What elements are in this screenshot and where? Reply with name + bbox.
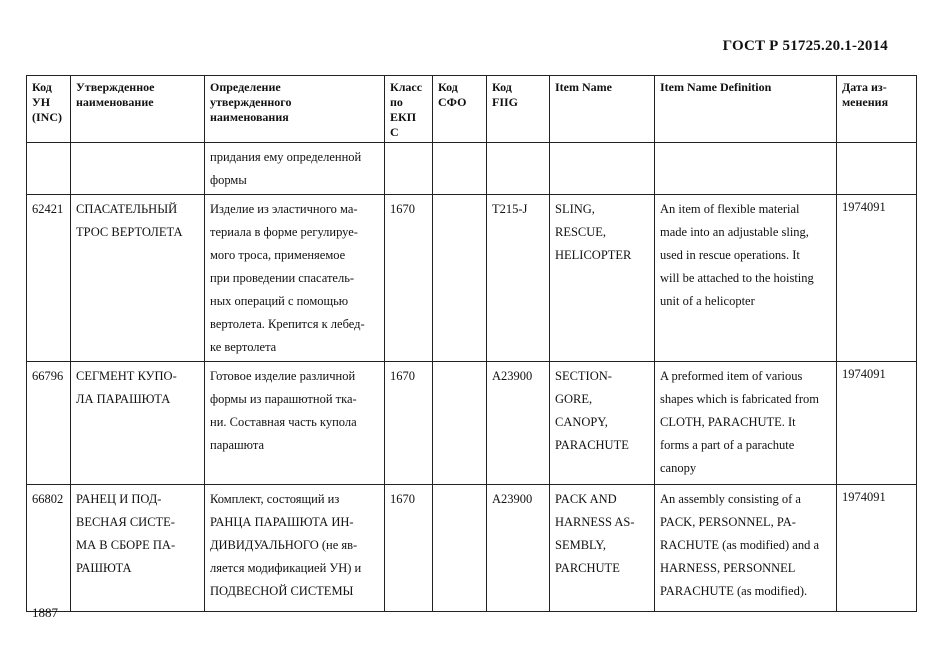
approved-name-cell <box>71 143 205 195</box>
cell-text-line: 1670 <box>390 492 415 506</box>
cell-text-line: наименование <box>76 95 154 109</box>
change-date-cell <box>837 362 917 485</box>
cell-text-line: used in rescue operations. It <box>660 248 800 262</box>
cell-text-line: СФО <box>438 95 467 109</box>
cell-text-line: менения <box>842 95 889 109</box>
fiig-cell <box>487 143 550 195</box>
cell-text-line: Код <box>438 80 458 94</box>
cell-text-line: ТРОС ВЕРТОЛЕТА <box>76 225 183 239</box>
cell-text-line: вертолета. Крепится к лебед- <box>210 317 365 331</box>
cell-text-line: териала в форме регулируе- <box>210 225 358 239</box>
cell-text-line: CLOTH, PARACHUTE. It <box>660 415 796 429</box>
cell-text-line: An item of flexible material <box>660 202 800 216</box>
cell-text-line: ни. Составная часть купола <box>210 415 357 429</box>
definition-cell <box>205 195 385 362</box>
cell-text-line: HARNESS, PERSONNEL <box>660 561 796 575</box>
class-cell <box>385 143 433 195</box>
cell-text-line: RESCUE, <box>555 225 607 239</box>
cell-text-line: CANOPY, <box>555 415 608 429</box>
cell-text-line: RACHUTE (as modified) and a <box>660 538 819 552</box>
cell-text-line: 62421 <box>32 202 64 216</box>
cell-text-line: A preformed item of various <box>660 369 803 383</box>
cell-text-line: РАШЮТА <box>76 561 132 575</box>
page-number: 1887 <box>32 605 58 620</box>
cell-text-line: РАНЦА ПАРАШЮТА ИН- <box>210 515 354 529</box>
table-row <box>27 143 917 195</box>
cell-text-line: PARCHUTE <box>555 561 620 575</box>
cell-text-line: forms a part of a parachute <box>660 438 795 452</box>
sfo-cell <box>433 195 487 362</box>
definition-cell <box>205 485 385 612</box>
col-header-inc <box>27 76 71 143</box>
cell-text-line: СПАСАТЕЛЬНЫЙ <box>76 202 178 216</box>
cell-text-line: ДИВИДУАЛЬНОГО (не яв- <box>210 538 358 552</box>
cell-text-line: Изделие из эластичного ма- <box>210 202 358 216</box>
approved-name-cell <box>71 362 205 485</box>
cell-text-line: HELICOPTER <box>555 248 632 262</box>
document-header: ГОСТ Р 51725.20.1-2014 <box>722 38 888 54</box>
cell-text-line: Комплект, состоящий из <box>210 492 340 506</box>
cell-text-line: Item Name <box>555 80 612 94</box>
col-header-change-date <box>837 76 917 143</box>
cell-text-line: canopy <box>660 461 697 475</box>
cell-text-line: SLING, <box>555 202 595 216</box>
cell-text-line: SECTION- <box>555 369 612 383</box>
cell-text-line: GORE, <box>555 392 593 406</box>
cell-text-line: PACK AND <box>555 492 617 506</box>
item-definition-cell <box>655 362 837 485</box>
cell-text-line: An assembly consisting of a <box>660 492 801 506</box>
cell-text-line: Item Name Definition <box>660 80 772 94</box>
cell-text-line: формы из парашютной тка- <box>210 392 357 406</box>
cell-text-line: ПОДВЕСНОЙ СИСТЕМЫ <box>210 584 354 598</box>
cell-text-line: SEMBLY, <box>555 538 606 552</box>
inc-cell <box>27 485 71 612</box>
cell-text-line: Готовое изделие различной <box>210 369 356 383</box>
fiig-cell <box>487 485 550 612</box>
col-header-definition <box>205 76 385 143</box>
cell-text-line: FIIG <box>492 95 519 109</box>
item-name-cell <box>550 143 655 195</box>
cell-text-line: Класс <box>390 80 423 94</box>
cell-text-line: 66796 <box>32 369 64 383</box>
table-row <box>27 362 917 485</box>
cell-text-line: Код <box>32 80 52 94</box>
cell-text-line: ЛА ПАРАШЮТА <box>76 392 171 406</box>
sfo-cell <box>433 362 487 485</box>
cell-text-line: shapes which is fabricated from <box>660 392 819 406</box>
cell-text-line: PARACHUTE <box>555 438 629 452</box>
cell-text-line: парашюта <box>210 438 264 452</box>
cell-text-line: will be attached to the hoisting <box>660 271 814 285</box>
col-header-item-name-definition <box>655 76 837 143</box>
cell-text-line: Определение <box>210 80 281 94</box>
sfo-cell <box>433 485 487 612</box>
cell-text-line: ляется модификацией УН) и <box>210 561 362 575</box>
class-cell <box>385 362 433 485</box>
cell-text-line: по <box>390 95 403 109</box>
cell-text-line: T215-J <box>492 202 528 216</box>
change-date-cell <box>837 195 917 362</box>
change-date-cell <box>837 143 917 195</box>
cell-text-line: формы <box>210 173 247 187</box>
cell-text-line: A23900 <box>492 369 533 383</box>
cell-text-line: СЕГМЕНТ КУПО- <box>76 369 177 383</box>
item-name-cell <box>550 195 655 362</box>
cell-text-line: ных операций с помощью <box>210 294 349 308</box>
cell-text-line: при проведении спасатель- <box>210 271 355 285</box>
class-cell <box>385 195 433 362</box>
approved-name-cell <box>71 485 205 612</box>
fiig-cell <box>487 362 550 485</box>
cell-text-line: МА В СБОРЕ ПА- <box>76 538 176 552</box>
cell-text-line: Код <box>492 80 512 94</box>
inc-cell <box>27 143 71 195</box>
approved-name-cell <box>71 195 205 362</box>
cell-text-line: (INC) <box>32 110 62 124</box>
cell-text-line: 1974091 <box>842 490 886 504</box>
col-header-fiig-code <box>487 76 550 143</box>
cell-text-line: PARACHUTE (as modified). <box>660 584 808 598</box>
col-header-class <box>385 76 433 143</box>
class-cell <box>385 485 433 612</box>
col-header-approved-name <box>71 76 205 143</box>
cell-text-line: HARNESS AS- <box>555 515 635 529</box>
cell-text-line: 1974091 <box>842 200 886 214</box>
change-date-cell <box>837 485 917 612</box>
item-definition-cell <box>655 195 837 362</box>
cell-text-line: 1974091 <box>842 367 886 381</box>
sfo-cell <box>433 143 487 195</box>
table-row <box>27 485 917 612</box>
table-row <box>27 195 917 362</box>
cell-text-line: РАНЕЦ И ПОД- <box>76 492 162 506</box>
cell-text-line: придания ему определенной <box>210 150 362 164</box>
inc-cell <box>27 195 71 362</box>
definition-cell <box>205 362 385 485</box>
item-name-cell <box>550 362 655 485</box>
cell-text-line: С <box>390 125 399 139</box>
col-header-sfo-code <box>433 76 487 143</box>
cell-text-line: УН <box>32 95 51 109</box>
cell-text-line: Утвержденное <box>76 80 155 94</box>
item-name-cell <box>550 485 655 612</box>
table-header-row <box>27 76 917 143</box>
cell-text-line: утвержденного <box>210 95 292 109</box>
item-definition-cell <box>655 485 837 612</box>
cell-text-line: made into an adjustable sling, <box>660 225 809 239</box>
cell-text-line: ВЕСНАЯ СИСТЕ- <box>76 515 175 529</box>
col-header-item-name <box>550 76 655 143</box>
nomenclature-table <box>26 75 917 612</box>
cell-text-line: A23900 <box>492 492 533 506</box>
item-definition-cell <box>655 143 837 195</box>
fiig-cell <box>487 195 550 362</box>
cell-text-line: 1670 <box>390 202 415 216</box>
cell-text-line: наименования <box>210 110 289 124</box>
cell-text-line: unit of a helicopter <box>660 294 755 308</box>
cell-text-line: ЕКП <box>390 110 417 124</box>
cell-text-line: PACK, PERSONNEL, PA- <box>660 515 796 529</box>
cell-text-line: 66802 <box>32 492 64 506</box>
cell-text-line: мого троса, применяемое <box>210 248 346 262</box>
cell-text-line: Дата из- <box>842 80 887 94</box>
cell-text-line: 1670 <box>390 369 415 383</box>
cell-text-line: ке вертолета <box>210 340 277 354</box>
definition-cell <box>205 143 385 195</box>
inc-cell <box>27 362 71 485</box>
